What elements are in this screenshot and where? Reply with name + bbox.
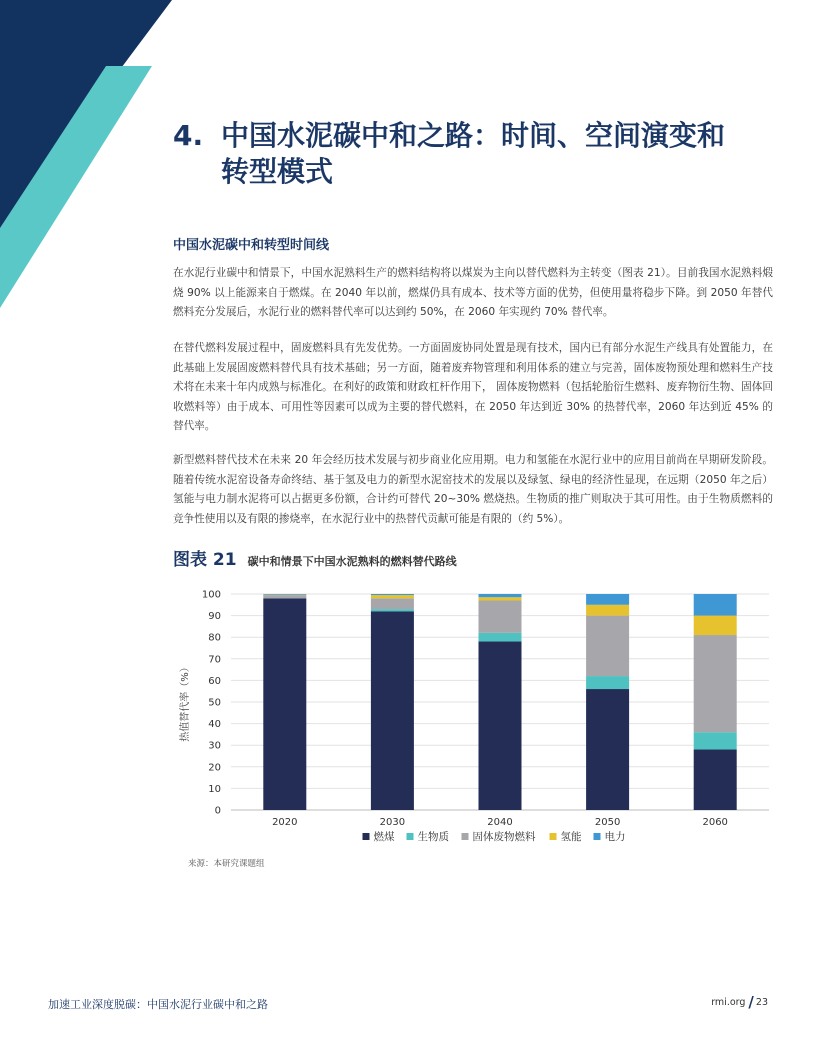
page-number: 23 [755,996,768,1008]
bar-segment [479,600,522,632]
x-tick-label: 2030 [379,817,406,828]
section-title-line2: 转型模式 [221,155,334,188]
section-title-line1: 中国水泥碳中和之路：时间、空间演变和 [221,119,726,152]
footer-page-info [711,993,768,1011]
bar-segment [586,594,629,605]
bar-segment [479,642,522,810]
bar-segment [694,635,737,732]
legend-swatch [550,833,557,840]
x-tick-label: 2060 [702,817,728,828]
legend-label: 电力 [604,831,626,843]
slash-icon: / [748,993,754,1011]
bar-segment [479,594,522,597]
bar-segment [371,609,414,611]
paragraph-3: 新型燃料替代技术在未来 20 年会经历技术发展与初步商业化应用期。电力和氢能在水泥行业中的应用目前尚在早期研发阶段。随着传统水泥窑设备寿命终结、基于氢及电力的新型水泥窑技术的发展以及绿氢、绿电的经济性显现，在远期（2050 年之后）氢能与电力制水泥将可以占据更多份额，合计约可替代 20~30% 燃烧热。生物质的推广则取决于其可用性。由于生物质燃料的竞争性使用以及有限的掺烧率，在水泥行业中的热替代贡献可能是有限的（约 5%）。 [173,454,773,525]
bar-segment [263,598,306,810]
legend-swatch [363,833,370,840]
y-tick-label: 80 [208,632,221,644]
legend-label: 燃煤 [373,831,395,843]
bar-segment [371,611,414,810]
bar-segment [263,595,306,598]
bar-segment [586,616,629,676]
bar-segment [694,750,737,810]
legend-swatch [407,833,414,840]
x-tick-label: 2020 [272,817,298,828]
y-tick-label: 40 [208,719,221,731]
y-tick-label: 10 [208,783,221,795]
y-tick-label: 30 [208,740,221,752]
bar-segment [586,605,629,616]
x-tick-label: 2050 [594,817,621,828]
paragraph-1: 在水泥行业碳中和情景下，中国水泥熟料生产的燃料结构将以煤炭为主向以替代燃料为主转变（图表 21）。目前我国水泥熟料煅烧 90% 以上能源来自于燃煤。在 2040 年以前，燃煤仍具有成本、技术等方面的优势，但使用量将稳步下降。到 2050 年替代燃料充分发展后，水泥行业的燃料替代率可以达到约 50%，在 2060 年实现约 70% 替代率。 [173,267,773,318]
bar-segment [586,689,629,810]
bar-segment [479,633,522,642]
bar-segment [694,616,737,635]
bar-segment [586,676,629,689]
legend-label: 固体废物燃料 [472,831,536,843]
footer-site: rmi.org [711,996,746,1008]
bar-segment [371,595,414,598]
bar-segment [694,594,737,616]
stacked-bar-chart [173,578,773,853]
legend-label: 生物质 [417,831,449,843]
y-tick-label: 50 [208,697,221,709]
figure-title [173,545,457,570]
section-number: 4. [173,119,204,152]
figure-caption: 碳中和情景下中国水泥熟料的燃料替代路线 [247,555,457,568]
bar-segment [479,597,522,600]
y-tick-label: 20 [208,762,221,774]
y-tick-label: 70 [208,654,221,666]
y-tick-label: 90 [208,611,221,623]
legend-label: 氢能 [560,831,582,843]
corner-decoration [0,0,200,320]
x-tick-label: 2040 [487,817,513,828]
footer-title: 加速工业深度脱碳：中国水泥行业碳中和之路 [48,998,268,1011]
paragraph-2: 在替代燃料发展过程中，固废燃料具有先发优势。一方面固废协同处置是现有技术，国内已有部分水泥生产线具有处置能力，在此基础上发展固废燃料替代具有技术基础；另一方面，随着废弃物管理和利用体系的建立与完善，固体废物预处理和燃料生产技术将在未来十年内成熟与标准化。在利好的政策和财政杠杆作用下， 固体废物燃料（包括轮胎衍生燃料、废弃物衍生物、固体回收燃料等）由于成本、可用性等因素可以成为主要的替代燃料，在 2050 年达到近 30% 的热替代率，2060 年达到近 45% 的替代率。 [173,342,773,432]
figure-label: 图表 21 [173,550,237,570]
bar-segment [371,594,414,595]
y-tick-label: 0 [214,805,221,817]
section-heading [173,118,783,190]
y-tick-label: 60 [208,675,221,687]
y-axis-label: 热值替代率（%） [180,662,191,742]
bar-segment [694,732,737,749]
figure-source: 来源：本研究课题组 [188,859,265,869]
legend-swatch [594,833,601,840]
y-tick-label: 100 [201,589,221,601]
bar-segment [371,598,414,609]
bar-segment [263,594,306,595]
legend-swatch [462,833,469,840]
subheading: 中国水泥碳中和转型时间线 [173,238,330,253]
